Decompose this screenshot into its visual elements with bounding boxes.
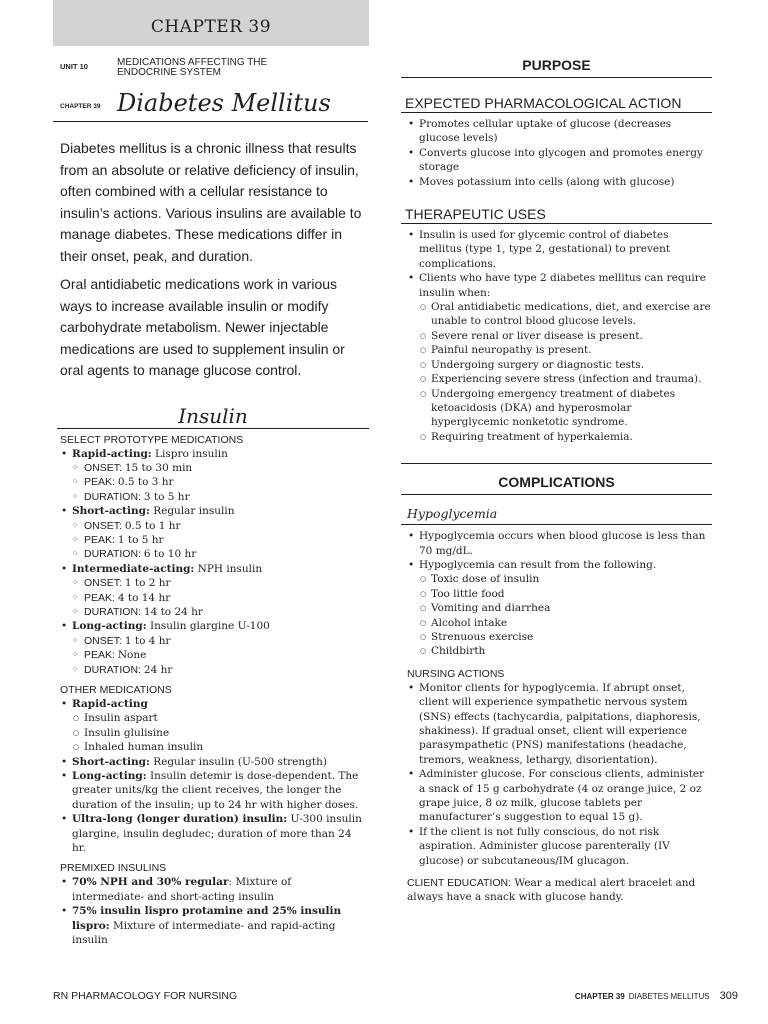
detail-item: ○ ONSET: 15 to 30 min bbox=[72, 461, 366, 475]
title-rule bbox=[53, 121, 368, 122]
nursing-actions-list bbox=[401, 681, 712, 868]
expected-action-list bbox=[401, 117, 712, 189]
purpose-heading: PURPOSE bbox=[522, 57, 591, 73]
therapeutic-uses-heading: THERAPEUTIC USES bbox=[405, 206, 546, 223]
list-item: • If the client is not fully conscious, do not risk aspiration. Administer glucose parenterally (IV glucose) or subcutaneous/IM glucagon. bbox=[407, 825, 712, 868]
list-item: ○ Strenuous exercise bbox=[419, 630, 712, 644]
right-column bbox=[401, 56, 712, 905]
detail-item: ○ PEAK: None bbox=[72, 648, 366, 662]
premixed-heading: PREMIXED INSULINS bbox=[60, 862, 167, 875]
list-item: • Monitor clients for hypoglycemia. If abrupt onset, client will experience sympathetic nervous system (SNS) effects (tachycardia, palpitations, diaphoresis, shakiness). If gradual onset, client will experience parasympathetic (PNS) manifestations (headache, tremors, weakness, lethargy, disorientation). bbox=[407, 681, 712, 767]
detail-item: ○ PEAK: 1 to 5 hr bbox=[72, 533, 366, 547]
therapeutic-uses-list bbox=[401, 228, 712, 444]
detail-item: ○ DURATION: 6 to 10 hr bbox=[72, 547, 366, 561]
list-item: • Insulin is used for glycemic control of diabetes mellitus (type 1, type 2, gestational) to prevent complications. bbox=[407, 228, 712, 271]
list-item: ○ Undergoing emergency treatment of diabetes ketoacidosis (DKA) and hyperosmolar hyperglycemic nonketotic syndrome. bbox=[419, 387, 712, 430]
other-rapid: • Rapid-acting ○ Insulin aspart ○ Insulin glulisine ○ Inhaled human insulin bbox=[60, 697, 366, 755]
detail-item: ○ DURATION: 14 to 24 hr bbox=[72, 605, 366, 619]
other-short: • Short-acting: Regular insulin (U-500 strength) bbox=[60, 755, 366, 769]
unit-title bbox=[117, 58, 267, 78]
detail-item: ○ DURATION: 3 to 5 hr bbox=[72, 490, 366, 504]
hypoglycemia-rule bbox=[401, 524, 712, 525]
therapeutic-uses-rule bbox=[401, 223, 712, 224]
list-item: ○ Severe renal or liver disease is present. bbox=[419, 329, 712, 343]
list-item: ○ Requiring treatment of hyperkalemia. bbox=[419, 430, 712, 444]
prototype-intermediate bbox=[60, 562, 366, 620]
prototype-drug: NPH insulin bbox=[194, 562, 263, 575]
list-item: ○ Insulin aspart bbox=[72, 711, 366, 725]
list-item: ○ Undergoing surgery or diagnostic tests. bbox=[419, 358, 712, 372]
list-item: • Administer glucose. For conscious clients, administer a snack of 15 g carbohydrate (4 oz orange juice, 2 oz grape juice, 8 oz milk, glucose tablets per manufacturer’s suggestion to equal 15 g). bbox=[407, 767, 712, 825]
detail-item: ○ PEAK: 4 to 14 hr bbox=[72, 591, 366, 605]
list-item: • Promotes cellular uptake of glucose (decreases glucose levels) bbox=[407, 117, 712, 146]
unit-title-line1: MEDICATIONS AFFECTING THE bbox=[117, 57, 268, 68]
prototype-drug: Insulin glargine U-100 bbox=[146, 620, 270, 633]
complications-top-rule bbox=[401, 463, 712, 464]
intro-paragraph-2: Oral antidiabetic medications work in various ways to increase available insulin or modify carbohydrate metabolism. Newer injectable medications are used to supplement insulin or oral agents to manage glucose control. bbox=[60, 276, 345, 378]
other-long: • Long-acting: Insulin detemir is dose-dependent. The greater units/kg the client receives, the longer the duration of the insulin; up to 24 hr with higher doses. bbox=[60, 769, 366, 812]
list-item: • Converts glucose into glycogen and promotes energy storage bbox=[407, 146, 712, 175]
nursing-actions-heading: NURSING ACTIONS bbox=[407, 667, 505, 680]
chapter-label: CHAPTER 39 bbox=[60, 103, 101, 110]
list-item: ○ Alcohol intake bbox=[419, 616, 712, 630]
complications-rule bbox=[401, 494, 712, 495]
detail-item: ○ DURATION: 24 hr bbox=[72, 663, 366, 677]
list-item: ○ Toxic dose of insulin bbox=[419, 572, 712, 586]
prototype-label: Short-acting: bbox=[72, 505, 150, 518]
list-item: • Hypoglycemia can result from the following. ○ Toxic dose of insulin ○ Too little food ○ Vomiting and diarrhea ○ Alcohol intake ○ Strenuous exercise ○ Childbirth bbox=[407, 558, 712, 659]
client-education-text: Wear a medical alert bracelet and always have a snack with glucose handy. bbox=[407, 877, 696, 904]
prototype-label: Intermediate-acting: bbox=[72, 562, 195, 575]
prototype-label: Long-acting: bbox=[72, 620, 147, 633]
other-medications-heading: OTHER MEDICATIONS bbox=[60, 684, 172, 696]
client-education bbox=[401, 876, 712, 905]
footer-page-info bbox=[575, 990, 738, 1002]
list-item: ○ Too little food bbox=[419, 587, 712, 601]
footer-book-title: RN PHARMACOLOGY FOR NURSING bbox=[53, 990, 238, 1002]
footer-chapter-title: DIABETES MELLITUS bbox=[628, 992, 710, 1001]
footer-chapter: CHAPTER 39 bbox=[574, 992, 625, 1001]
unit-header bbox=[60, 58, 366, 78]
prototype-long bbox=[60, 619, 366, 677]
prototype-drug: Regular insulin bbox=[149, 505, 235, 518]
list-item: ○ Oral antidiabetic medications, diet, and exercise are unable to control blood glucose levels. bbox=[419, 300, 712, 329]
other-medications-list bbox=[60, 697, 366, 855]
prototype-list bbox=[60, 447, 366, 678]
intro-paragraph-1: Diabetes mellitus is a chronic illness that results from an absolute or relative deficiency of insulin, often combined with a cellular resistance to insulin’s actions. Various insulins are available to manage diabetes. These medications differ in their onset, peak, and duration. bbox=[60, 140, 362, 264]
hypoglycemia-list bbox=[401, 529, 712, 659]
prototype-drug: Lispro insulin bbox=[151, 447, 228, 460]
chapter-header bbox=[60, 88, 366, 122]
detail-item: ○ ONSET: 1 to 2 hr bbox=[72, 576, 366, 590]
detail-item: ○ ONSET: 1 to 4 hr bbox=[72, 634, 366, 648]
chapter-tab: CHAPTER 39 bbox=[53, 0, 369, 46]
list-item: ○ Vomiting and diarrhea bbox=[419, 601, 712, 615]
select-prototype-heading: SELECT PROTOTYPE MEDICATIONS bbox=[60, 433, 244, 446]
expected-action-heading: EXPECTED PHARMACOLOGICAL ACTION bbox=[405, 95, 682, 111]
page-number: 309 bbox=[719, 990, 738, 1002]
list-item: ○ Experiencing severe stress (infection and trauma). bbox=[419, 372, 712, 386]
insulin-rule bbox=[57, 428, 369, 429]
premix-item: • 70% NPH and 30% regular: Mixture of intermediate- and short-acting insulin bbox=[60, 875, 366, 904]
list-item: • Hypoglycemia occurs when blood glucose is less than 70 mg/dL. bbox=[407, 529, 712, 558]
prototype-short bbox=[60, 504, 366, 562]
unit-label: UNIT 10 bbox=[60, 62, 88, 71]
detail-item: ○ PEAK: 0.5 to 3 hr bbox=[72, 475, 366, 489]
premixed-list bbox=[60, 875, 366, 947]
other-ultra-long: • Ultra-long (longer duration) insulin: U-300 insulin glargine, insulin degludec; duration of more than 24 hr. bbox=[60, 812, 366, 855]
detail-item: ○ ONSET: 0.5 to 1 hr bbox=[72, 519, 366, 533]
unit-title-line2: ENDOCRINE SYSTEM bbox=[117, 67, 221, 78]
list-item: • Clients who have type 2 diabetes mellitus can require insulin when: ○ Oral antidiabetic medications, diet, and exercise are unable to control blood glucose levels. ○ Severe renal or liver disease is present. ○ Painful neuropathy is present. ○ Undergoing surgery or diagnostic tests. ○ Experiencing severe stress (infection and trauma). ○ Undergoing emergency treatment of diabetes ketoacidosis (DKA) and hyperosmolar hyperglycemic nonketotic syndrome. ○ Requiring treatment of hyperkalemia. bbox=[407, 271, 712, 444]
list-item: ○ Insulin glulisine bbox=[72, 726, 366, 740]
list-item: • Moves potassium into cells (along with glucose) bbox=[407, 175, 712, 189]
purpose-rule bbox=[401, 77, 712, 78]
premix-item: • 75% insulin lispro protamine and 25% insulin lispro: Mixture of intermediate- and rapid-acting insulin bbox=[60, 904, 366, 947]
expected-action-rule bbox=[401, 112, 712, 113]
insulin-heading: Insulin bbox=[178, 403, 248, 428]
prototype-rapid bbox=[60, 447, 366, 505]
list-item: ○ Childbirth bbox=[419, 644, 712, 658]
complications-heading: COMPLICATIONS bbox=[498, 474, 615, 491]
list-item: ○ Inhaled human insulin bbox=[72, 740, 366, 754]
left-column bbox=[60, 58, 366, 948]
hypoglycemia-heading: Hypoglycemia bbox=[407, 506, 498, 522]
client-education-label: CLIENT EDUCATION: bbox=[407, 877, 512, 890]
chapter-title: Diabetes Mellitus bbox=[117, 89, 331, 117]
prototype-label: Rapid-acting: bbox=[72, 447, 152, 460]
list-item: ○ Painful neuropathy is present. bbox=[419, 343, 712, 357]
